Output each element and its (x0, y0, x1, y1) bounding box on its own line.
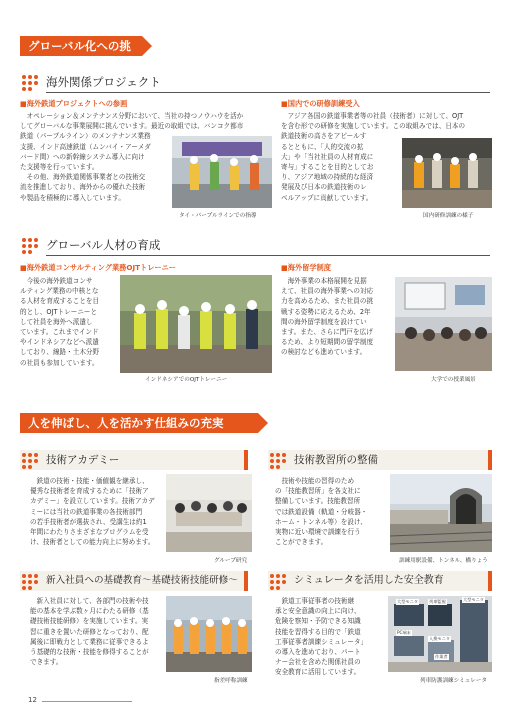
newcomer-training-text: 新入社員に対して、各部門の技術や技 能の基本を学ぶ数ヶ月にわたる研修（基 礎技術技能研修）を実施しています。実 習に重きを置いた研修となっており、配 属後に即戦力として業務に従事できるよ う基礎的な技術・技能を修得することが できます。 (30, 597, 149, 667)
heading-global-talent: グローバル人材の育成 (20, 235, 490, 255)
subheading-ojt-trainee: ■海外鉄道コンサルティング業務OJTトレーニー (20, 263, 176, 272)
photo-pointing-calling (166, 596, 252, 672)
subheading-study-abroad: ■海外留学制度 (281, 263, 331, 272)
page-footer-line (42, 701, 132, 702)
domestic-training-text: アジア各国の鉄道事業者等の社員（技術者）に対して、OJT を含む形での研修を実施しています。この取組みでは、日本の 鉄道技術の高さをアピールす るとともに、「人的交流の拡 大」や「当社社員の人材育成に 寄与」することを目的としてお り、アジア地域の持続的な経済 発展及び日本の鉄道技術のレ ベルアップに貢献しています。 (281, 112, 466, 202)
caption-domestic-training: 国内研修訓練の様子 (423, 213, 474, 219)
label-train-monitor: 列車監視 (429, 599, 446, 604)
accent-bar (244, 450, 248, 470)
photo-university-class (395, 277, 492, 371)
caption-simulator: 列車防護訓練シミュレータ (420, 678, 488, 684)
section-banner-people: 人を伸ばし、人を活かす仕組みの充実 (20, 413, 258, 433)
photo-group-study (166, 474, 252, 552)
accent-bar (488, 571, 492, 591)
dots-icon (270, 574, 288, 589)
railway-project-text: オペレーション＆メンテナンス分野において、当社の持つノウハウを活か してグローバルな事業展開に挑んでいます。最近の取組では、バンコク都市 鉄道（パープルライン）のメンテナンス業務 支援、インド高速鉄道（ムンバイ・アーメダ バード間）への新幹線システム導入に向け た支援等を行っています。 その他、海外鉄道関係事業者との技術交 流を推進しており、海外からの優れた技術 や製品を積極的に導入しています。 (20, 112, 244, 202)
heading-overseas-projects: 海外関係プロジェクト (20, 72, 490, 92)
photo-training-facility (390, 474, 492, 552)
caption-training-facility: 訓練用駅設備、トンネル、橋りょう (399, 558, 488, 564)
subheading-domestic-training: ■国内での研修訓練受入 (281, 99, 360, 108)
caption-group-study: グループ研究 (214, 558, 248, 564)
label-worker: 作業者 (435, 654, 448, 659)
study-abroad-text: 海外事業の本格展開を見据 えて、社員の海外事業への対応 力を高めるため、また社員の挑 戦する姿勢に応えるため、2年 間の海外留学制度を設けてい ます。また、さらに門戸を広げ るため、より短期間の留学制度 の検討なども進めています。 (281, 277, 374, 357)
label-large-monitor: 大型モニタ (397, 599, 418, 604)
label-large-monitor-right: 大型モニタ (463, 597, 484, 602)
caption-university-class: 大学での授業風景 (431, 377, 476, 383)
label-shunting-monitor: 入換モニタ (429, 636, 450, 641)
divider (46, 92, 490, 93)
divider (46, 255, 490, 256)
accent-bar (244, 571, 248, 591)
photo-simulator (388, 596, 492, 672)
section-banner-global: グローバル化への挑戦 (20, 36, 142, 56)
caption-purple-line: タイ・パープルラインでの指導 (179, 213, 257, 219)
banner-arrow (142, 36, 152, 56)
heading-training-center: 技術教習所の整備 (268, 450, 492, 470)
simulator-training-text: 鉄道工事従事者の技術継 承と安全意識の向上に向け、 危険を察知・予防できる知識 技能を習得する目的で「鉄道 工事従事者訓練シミュレータ」 の導入を進めており、パート ナー会社を含めた関係社員の 安全教育に活用しています。 (275, 597, 368, 677)
photo-domestic-training (402, 138, 492, 208)
heading-simulator-training: シミュレータを活用した安全教育 (268, 571, 492, 591)
dots-icon (270, 453, 288, 468)
dots-icon (22, 75, 40, 90)
ojt-trainee-text: 今後の海外鉄道コンサ ルティング業務の中核とな る人材を育成することを目 的とし、OJTトレーニーと して社員を海外へ派遣し ています。これまでインド やインドネシアなどへ派遣 しており、線路・土木分野 の社員も参加しています。 (20, 277, 100, 367)
caption-ojt-indonesia: インドネシアでのOJTトレーニー (145, 377, 228, 383)
label-pc-terminal: PC端末 (397, 630, 411, 635)
banner-arrow (258, 413, 268, 433)
photo-purple-line (172, 136, 272, 208)
training-center-text: 技術や技能の習得のため の「技能教習所」を各支社に 整備しています。技能教習所 では鉄道設備（軌道・分岐器・ ホーム・トンネル等）を設け、 実物に近い環境で訓練を行う ことができます。 (275, 477, 368, 547)
photo-ojt-indonesia (120, 275, 272, 373)
tech-academy-text: 鉄道の技術・技能・価値観を継承し、 優秀な技術者を育成するために「技術ア カデミー」を設立しています。技術アカデ ミーには当社の鉄道事業の各技術部門 の若手技術者が選抜され、受講生は約1 年間にわたりさまざまなプログラムを受 け、技術者としての能力向上に努めます。 (30, 477, 155, 547)
page-number: 12 (28, 696, 37, 704)
heading-tech-academy: 技術アカデミー (20, 450, 248, 470)
subheading-railway-project: ■海外鉄道プロジェクトへの参画 (20, 99, 128, 108)
dots-icon (22, 574, 40, 589)
accent-bar (488, 450, 492, 470)
dots-icon (22, 238, 40, 253)
dots-icon (22, 453, 40, 468)
caption-pointing-calling: 指差呼称訓練 (214, 678, 248, 684)
heading-newcomer-training: 新入社員への基礎教育〜基礎技術技能研修〜 (20, 571, 248, 591)
